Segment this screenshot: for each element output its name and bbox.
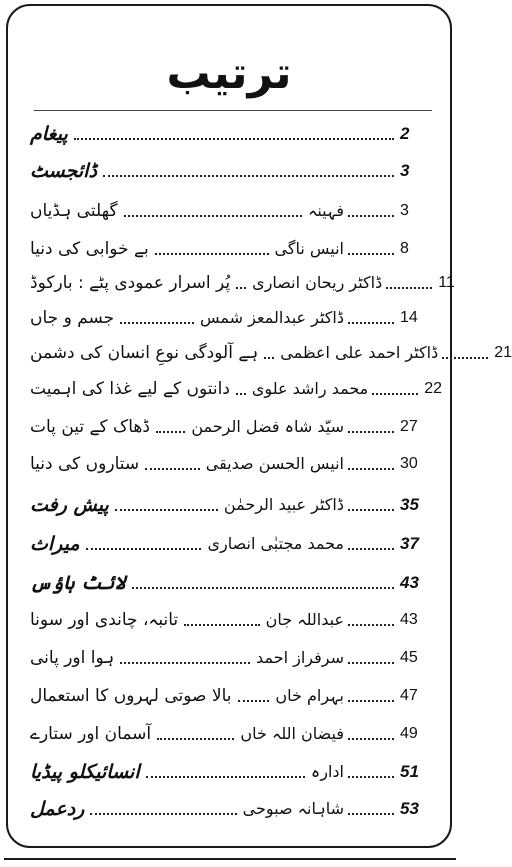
dot-leader [348,738,394,740]
dot-leader [348,509,394,511]
toc-entry-author: ڈاکٹر عبید الرحمٰن [223,495,344,514]
toc-entry-author: ڈاکٹر ریحان انصاری [252,273,383,292]
dot-leader [238,700,270,702]
toc-entry-title: ستاروں کی دنیا [30,454,140,474]
toc-entry-page-number: 43 [400,573,419,592]
toc-entry-page-number: 14 [400,309,418,326]
dot-leader [115,509,218,511]
toc-entry[interactable] [30,152,434,182]
dot-leader [184,624,259,626]
toc-entry-author: محمد مجتبٰی انصاری [207,534,344,553]
toc-entry[interactable] [30,564,434,594]
toc-entry-title: دانتوں کے لیے غذا کی اہمیت [30,379,230,399]
dot-leader [348,215,394,217]
dot-leader [348,253,394,255]
bottom-rule [4,858,456,860]
toc-entry-title: آسمان اور ستارے [30,724,152,744]
toc-entry-page-number: 37 [400,534,419,553]
toc-entry-title: میراث [30,533,80,555]
toc-entry-title: ردعمل [30,798,85,820]
toc-entry-page-number: 22 [424,380,443,397]
dot-leader [157,738,234,740]
dot-leader [120,322,194,324]
toc-entry[interactable] [30,677,434,707]
dot-leader [124,215,302,217]
dot-leader [348,431,394,433]
toc-entry-title: لائٹ ہاؤس [30,572,126,594]
toc-entry-title: ہوا اور پانی [30,648,115,668]
toc-frame [6,4,512,848]
toc-entry-page-number: 30 [400,455,418,472]
toc-entry-author: انیس ناگی [274,239,344,258]
toc-entry-author: سرفراز احمد [256,648,344,667]
toc-entry-author: انیس الحسن صدیقی [205,454,344,473]
toc-entry-title: بے خوابی کی دنیا [30,239,149,259]
dot-leader [348,662,394,664]
toc-entry[interactable] [30,264,455,294]
toc-entry-title: ڈائجسٹ [30,160,97,182]
dot-leader [103,175,394,177]
toc-entry-author: ادارہ [310,762,344,781]
dot-leader [120,662,250,664]
toc-entry-author: شاہانہ صبوحی [242,799,344,818]
toc-entry-title: انسائیکلو پیڈیا [30,761,140,783]
toc-entry-author: سیّد شاہ فضل الرحمن [191,417,344,436]
toc-entry[interactable] [30,299,434,329]
dot-leader [155,253,269,255]
dot-leader [236,287,246,289]
toc-entry-author: ڈاکٹر احمد علی اعظمی [280,343,439,362]
toc-entry-page-number: 3 [400,161,410,180]
toc-entry[interactable] [30,753,434,783]
toc-entry[interactable] [30,486,434,516]
dot-leader [132,587,394,589]
toc-entry-title: پیش رفت [30,494,109,516]
toc-entry[interactable] [30,525,434,555]
dot-leader [236,393,246,395]
toc-entry-page-number: 11 [438,274,455,291]
toc-entry-title: پیغام [30,123,68,145]
dot-leader [264,357,274,359]
dot-leader [145,468,200,470]
dot-leader [386,287,432,289]
toc-entry-page-number: 43 [400,611,418,628]
toc-entry[interactable] [30,790,434,820]
table-of-contents [8,6,512,846]
toc-entry[interactable] [30,115,434,145]
page-title: ترتیب [166,48,292,99]
dot-leader [90,813,236,815]
dot-leader [146,776,305,778]
dot-leader [348,700,394,702]
dot-leader [86,548,202,550]
dot-leader [372,393,418,395]
toc-entry[interactable] [30,230,434,260]
toc-entry[interactable] [30,601,434,631]
dot-leader [348,813,394,815]
toc-entry[interactable] [30,408,434,438]
toc-entry-author: فیضان اللہ خاں [240,724,344,743]
toc-entry-page-number: 45 [400,649,418,666]
dot-leader [348,624,394,626]
toc-entry-page-number: 47 [400,687,418,704]
toc-entry-title: پُر اسرار عمودی پٹے : بارکوڈ [30,273,231,293]
toc-entry[interactable] [30,715,434,745]
dot-leader [348,548,394,550]
toc-entry-page-number: 27 [400,418,418,435]
toc-entry-title: جسم و جاں [30,308,115,328]
toc-entry[interactable] [30,445,434,475]
toc-entry-page-number: 51 [400,762,419,781]
dot-leader [348,776,394,778]
toc-entry-title: گھلتی ہڈیاں [30,201,118,221]
toc-entry[interactable] [30,370,443,400]
toc-entry[interactable] [30,639,434,669]
toc-entry-page-number: 35 [400,495,419,514]
toc-entry-page-number: 21 [494,344,512,361]
toc-entry[interactable] [30,334,512,364]
dot-leader [442,357,488,359]
toc-entry-page-number: 2 [400,124,410,143]
dot-leader [74,138,394,140]
toc-entry-page-number: 53 [400,799,419,818]
toc-entry-author: عبداللہ جان [265,610,344,629]
toc-entry-page-number: 3 [400,202,409,219]
dot-leader [348,468,394,470]
toc-entry-author: فہینہ [307,201,344,220]
dot-leader [156,431,185,433]
toc-entry-title: تانبہ، چاندی اور سونا [30,610,179,630]
toc-entry-title: ڈھاک کے تین پات [30,417,150,437]
toc-entry-title: ہے آلودگی نوعِ انسان کی دشمن [30,343,259,363]
toc-entry-title: بالا صوتی لہروں کا استعمال [30,686,232,706]
toc-entry-author: ڈاکٹر عبدالمعز شمس [200,308,344,327]
dot-leader [348,322,394,324]
toc-entry-author: بہرام خاں [275,686,344,705]
toc-entry-author: محمد راشد علوی [251,379,369,398]
toc-entry-page-number: 49 [400,725,418,742]
toc-entry[interactable] [30,192,434,222]
toc-entry-page-number: 8 [400,240,409,257]
